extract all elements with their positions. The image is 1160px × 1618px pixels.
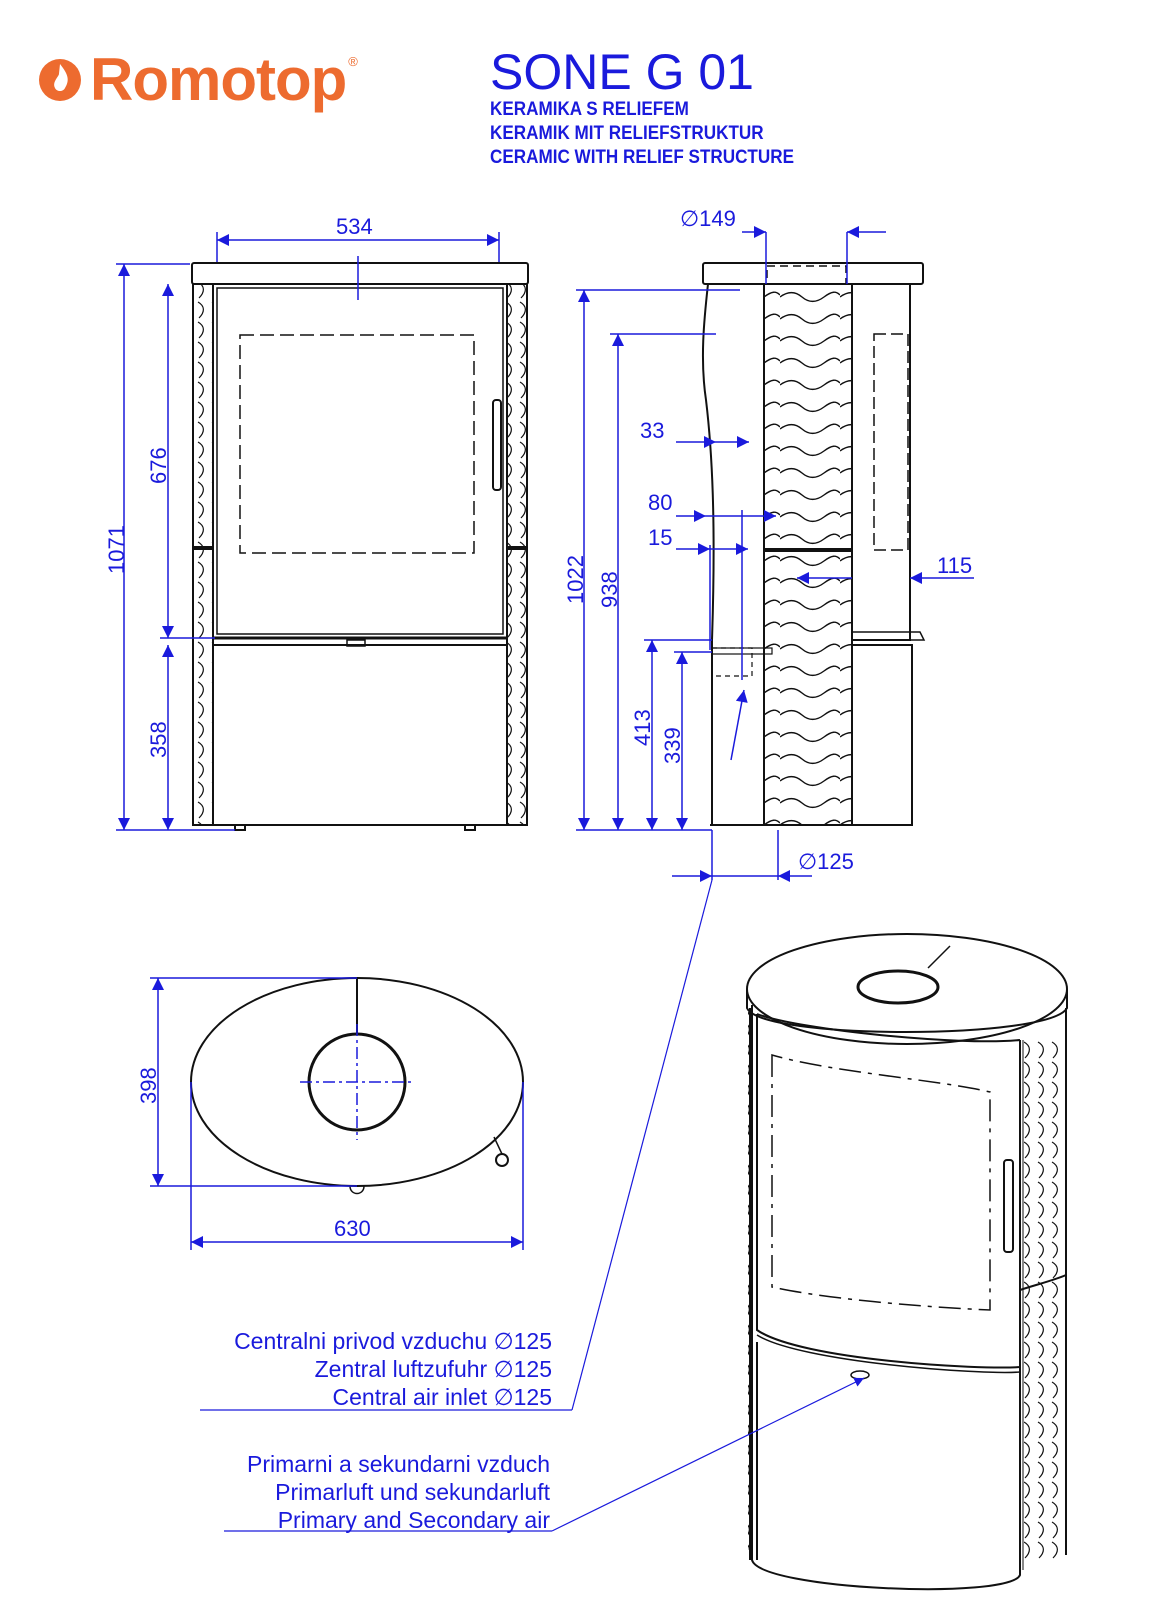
dim-side-offset-33: 33 <box>640 418 665 443</box>
dim-side-height-1022: 1022 <box>563 555 588 604</box>
dim-side-offset-15: 15 <box>648 525 673 550</box>
note-central-air-de: Zentral luftzufuhr ∅125 <box>314 1356 552 1382</box>
dim-side-height-339: 339 <box>660 727 685 764</box>
variant-line-de: KERAMIK MIT RELIEFSTRUKTUR <box>490 123 764 144</box>
note-central-air-en: Central air inlet ∅125 <box>332 1384 552 1410</box>
dim-flue-diameter: ∅149 <box>680 206 736 231</box>
top-view <box>191 978 523 1194</box>
model-name: SONE G 01 <box>490 44 754 100</box>
dim-front-lower-height: 358 <box>146 721 171 758</box>
front-view <box>192 256 528 830</box>
isometric-view <box>747 934 1067 1589</box>
dim-side-height-413: 413 <box>630 709 655 746</box>
dim-front-total-height: 1071 <box>104 525 129 574</box>
variant-line-cz: KERAMIKA S RELIEFEM <box>490 99 689 120</box>
dim-front-width: 534 <box>336 214 373 239</box>
dim-air-inlet-diameter: ∅125 <box>798 849 854 874</box>
note-primary-air-de: Primarluft und sekundarluft <box>275 1479 550 1505</box>
note-primary-air-en: Primary and Secondary air <box>277 1507 550 1533</box>
dim-side-height-938: 938 <box>597 571 622 608</box>
dim-top-width: 630 <box>334 1216 371 1241</box>
dim-side-depth-115: 115 <box>937 553 973 578</box>
brand-name: Romotop <box>90 45 347 113</box>
note-primary-air-cz: Primarni a sekundarni vzduch <box>247 1451 550 1477</box>
top-dimensions <box>150 978 523 1250</box>
side-view <box>703 263 924 825</box>
dim-top-depth: 398 <box>136 1067 161 1104</box>
dim-front-upper-height: 676 <box>146 447 171 484</box>
note-central-air-cz: Centralni privod vzduchu ∅125 <box>234 1328 552 1354</box>
dim-side-offset-80: 80 <box>648 490 673 515</box>
registered-mark: ® <box>348 54 358 69</box>
variant-line-en: CERAMIC WITH RELIEF STRUCTURE <box>490 147 794 168</box>
front-dimensions <box>116 232 499 830</box>
